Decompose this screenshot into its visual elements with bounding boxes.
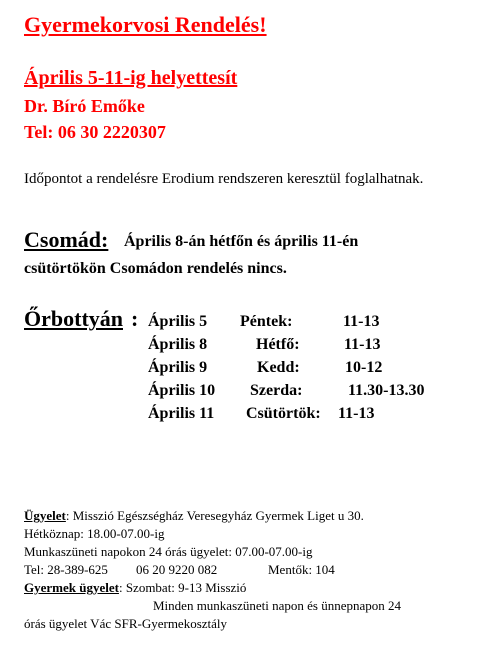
booking-info: Időpontot a rendelésre Erodium rendszeren keresztül foglalhatnak. [24, 171, 424, 187]
child-ugyelet-line [24, 580, 246, 596]
doctor-phone: Tel: 06 30 2220307 [24, 122, 166, 142]
schedule-time: 11-13 [343, 313, 380, 330]
page-title: Gyermekorvosi Rendelés! [24, 12, 267, 37]
ugyelet-address: : Misszió Egészségház Veresegyház Gyermek Liget u 30. [65, 508, 364, 523]
schedule-time: 11-13 [344, 336, 381, 353]
holiday-ugyelet-line2: órás ügyelet Vác SFR-Gyermekosztály [24, 616, 228, 631]
weekday-hours: Hétköznap: 18.00-07.00-ig [24, 526, 165, 541]
csomad-notice-line1: Április 8-án hétfőn és április 11-én [124, 233, 359, 250]
schedule-date: Április 11 [148, 405, 215, 422]
child-ugyelet-saturday: : Szombat: 9-13 Misszió [118, 580, 247, 595]
schedule-day: Péntek: [240, 313, 293, 330]
holiday-ugyelet-line1: Minden munkaszüneti napon és ünnepnapon 24 [153, 598, 402, 613]
ugyelet-phone: Tel: 28-389-625 [24, 562, 108, 577]
substitution-heading: Április 5-11-ig helyettesít [24, 67, 238, 89]
schedule-date: Április 8 [148, 336, 208, 353]
ambulance-phone: Mentők: 104 [268, 562, 335, 577]
schedule-day: Szerda: [250, 382, 303, 399]
orbottyan-colon: : [131, 306, 139, 331]
schedule-day: Hétfő: [256, 336, 300, 353]
child-ugyelet-label: Gyermek ügyelet [24, 580, 119, 595]
ugyelet-line [24, 508, 364, 524]
doctor-name: Dr. Bíró Emőke [24, 96, 145, 116]
holiday-hours: Munkaszüneti napokon 24 órás ügyelet: 07.00-07.00-ig [24, 544, 313, 559]
schedule-date: Április 5 [148, 313, 208, 330]
schedule-time: 10-12 [345, 359, 383, 376]
ugyelet-phone-mobile: 06 20 9220 082 [136, 562, 218, 577]
schedule-time: 11-13 [338, 405, 375, 422]
schedule-day: Kedd: [257, 359, 300, 376]
schedule-time: 11.30-13.30 [348, 382, 425, 399]
schedule-date: Április 10 [148, 382, 216, 399]
orbottyan-heading: Őrbottyán [24, 306, 123, 331]
csomad-heading: Csomád: [24, 227, 109, 252]
schedule-day: Csütörtök: [246, 405, 321, 422]
csomad-notice-line2: csütörtökön Csomádon rendelés nincs. [24, 260, 287, 277]
schedule-date: Április 9 [148, 359, 208, 376]
ugyelet-label: Ügyelet [24, 508, 66, 523]
